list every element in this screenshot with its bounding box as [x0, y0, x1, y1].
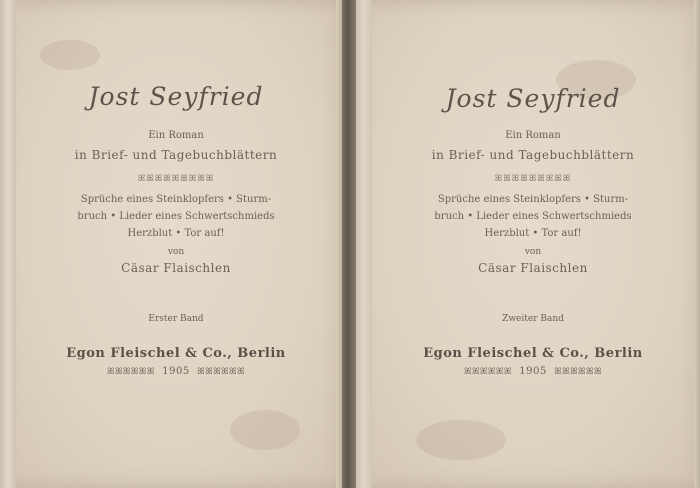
- contents-line: Herzblut • Tor auf!: [484, 228, 582, 239]
- book-spine: [0, 0, 16, 488]
- book-spine: [356, 0, 372, 488]
- year-ornament-left: ꕤꕤꕤꕤꕤꕤ: [106, 367, 155, 377]
- year-ornament-right: ꕤꕤꕤꕤꕤꕤ: [554, 367, 603, 377]
- publication-year: 1905: [519, 366, 547, 377]
- author-name: Cäsar Flaischlen: [121, 261, 231, 275]
- book-edge: [694, 0, 700, 488]
- contents-line: Sprüche eines Steinklopfers • Sturm-: [80, 194, 272, 205]
- book-volume-1: [0, 0, 342, 488]
- contents-line: bruch • Lieder eines Schwertschmieds: [77, 211, 275, 222]
- book-edge: [336, 0, 342, 488]
- publisher: Egon Fleischel & Co., Berlin: [66, 346, 286, 361]
- ornament-divider: ꕤꕤꕤꕤꕤꕤꕤꕤꕤ: [137, 174, 215, 184]
- book-cover: [16, 0, 336, 488]
- subtitle-line-2: in Brief- und Tagebuchblättern: [74, 148, 278, 162]
- book-cover: [372, 0, 694, 488]
- publication-year: 1905: [162, 366, 190, 377]
- year-ornament-right: ꕤꕤꕤꕤꕤꕤ: [197, 367, 246, 377]
- volume-label: Zweiter Band: [502, 314, 564, 324]
- author-name: Cäsar Flaischlen: [478, 261, 588, 275]
- by-label: von: [167, 247, 185, 257]
- book-title: Jost Seyfried: [88, 82, 264, 111]
- subtitle-line-1: Ein Roman: [148, 130, 204, 141]
- contents-line: Herzblut • Tor auf!: [127, 228, 225, 239]
- book-volume-2: [356, 0, 700, 488]
- contents-list: [16, 191, 336, 242]
- year-ornament-left: ꕤꕤꕤꕤꕤꕤ: [463, 367, 512, 377]
- subtitle-line-1: Ein Roman: [505, 130, 561, 141]
- volume-label: Erster Band: [148, 314, 204, 324]
- subtitle-line-2: in Brief- und Tagebuchblättern: [431, 148, 635, 162]
- year-line: [16, 366, 336, 377]
- ornament-divider: ꕤꕤꕤꕤꕤꕤꕤꕤꕤ: [494, 174, 572, 184]
- contents-line: Sprüche eines Steinklopfers • Sturm-: [437, 194, 629, 205]
- contents-list: [372, 191, 694, 242]
- contents-line: bruch • Lieder eines Schwertschmieds: [434, 211, 632, 222]
- year-line: [372, 366, 694, 377]
- book-title: Jost Seyfried: [445, 84, 621, 113]
- publisher: Egon Fleischel & Co., Berlin: [423, 346, 643, 361]
- by-label: von: [524, 247, 542, 257]
